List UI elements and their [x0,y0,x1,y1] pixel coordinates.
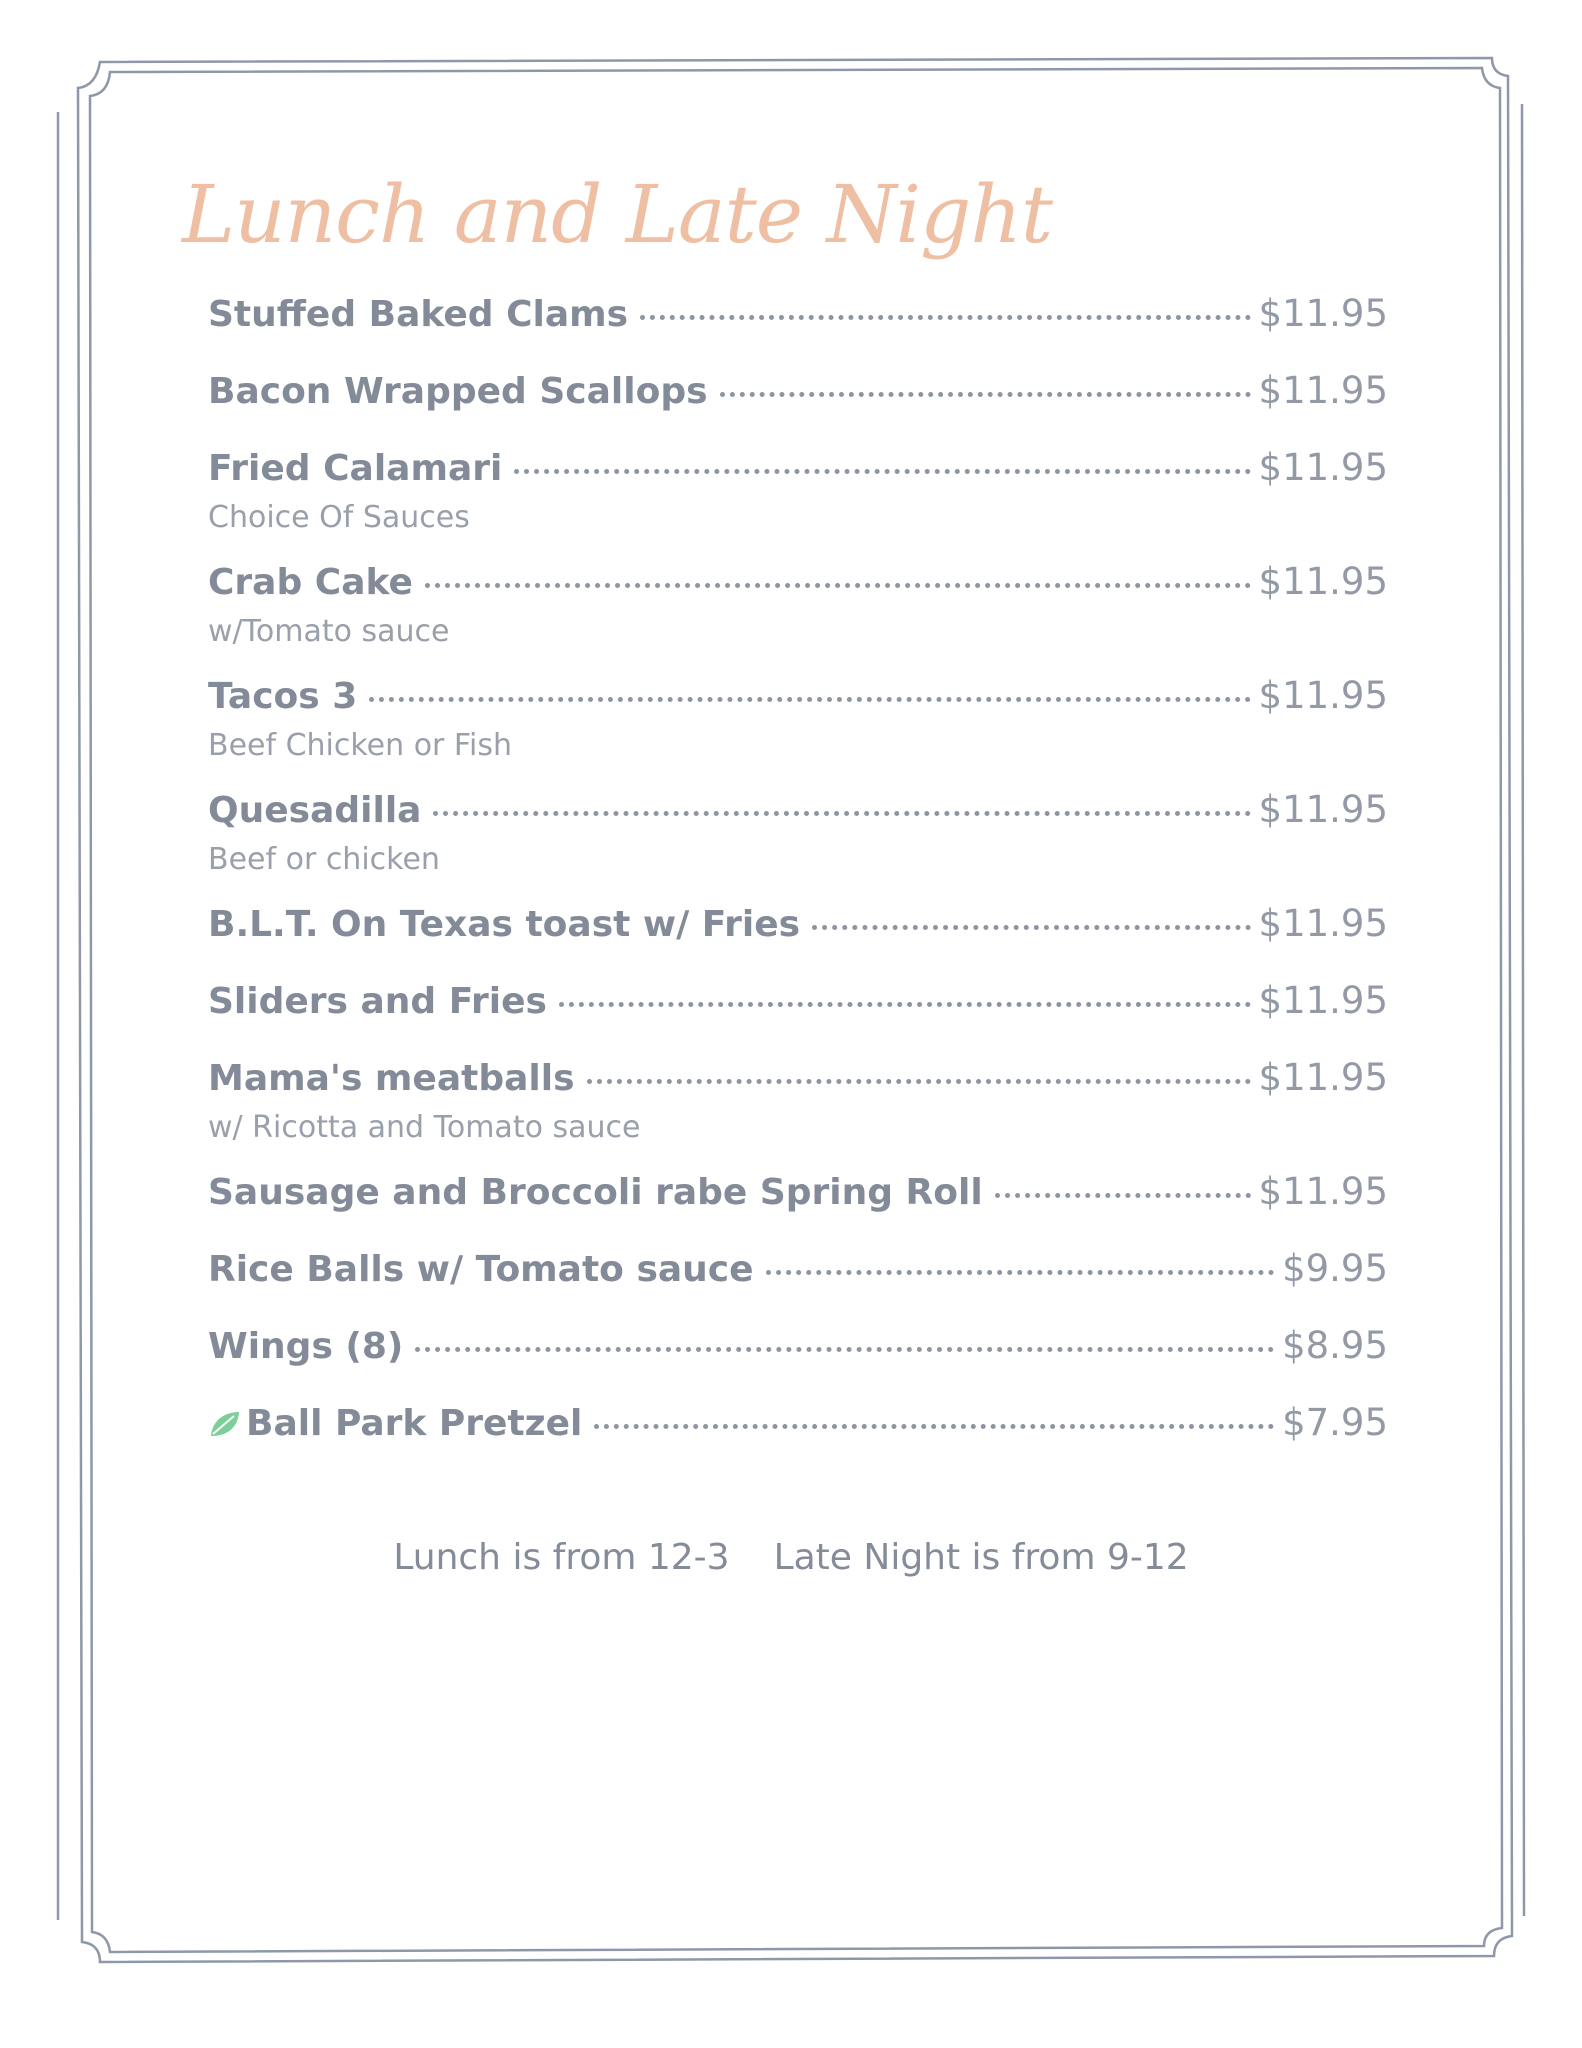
menu-item-row [208,446,1388,498]
menu-item [208,979,1388,1031]
menu-item-price: $7.95 [1282,1401,1388,1444]
menu-item [208,1324,1388,1376]
dot-leader [514,469,1250,474]
menu-item [208,1401,1388,1453]
menu-item-row [208,1324,1388,1376]
menu-item-price: $11.95 [1258,788,1388,831]
menu-item-name [208,790,421,831]
menu-item [208,902,1388,954]
menu-item-price: $9.95 [1282,1247,1388,1290]
menu-item-row [208,1056,1388,1108]
menu-item-row [208,979,1388,1031]
menu-item-row [208,902,1388,954]
menu-item-row [208,369,1388,421]
menu-item-name [208,1249,754,1290]
menu-item-row [208,788,1388,840]
menu-item-price: $11.95 [1258,560,1388,603]
menu-item [208,1170,1388,1222]
menu-item-row [208,1247,1388,1299]
menu-item-name-text: Bacon Wrapped Scallops [208,371,708,412]
menu-item [208,446,1388,546]
menu-item-description: Choice Of Sauces [208,500,470,535]
menu-item-name [208,676,357,717]
menu-item-row [208,674,1388,726]
dot-leader [812,925,1251,930]
menu-item-price: $11.95 [1258,979,1388,1022]
dot-leader [995,1193,1251,1198]
menu-item [208,292,1388,344]
menu-item-name-text: Stuffed Baked Clams [208,294,629,335]
menu-item-name-text: Tacos 3 [208,676,358,717]
menu-item-name-text: Rice Balls w/ Tomato sauce [208,1249,754,1290]
menu-item-name-text: Crab Cake [208,562,413,603]
menu-item-list [208,292,1388,1478]
dot-leader [415,1347,1274,1352]
menu-item-name [208,371,708,412]
menu-item-name [208,448,502,489]
dot-leader [640,315,1250,320]
dot-leader [720,392,1251,397]
menu-item-price: $11.95 [1258,1056,1388,1099]
menu-item-name [208,562,413,603]
menu-item-price: $8.95 [1282,1324,1388,1367]
menu-item-row [208,1401,1388,1453]
menu-item-row [208,1170,1388,1222]
menu-item [208,369,1388,421]
menu-item-name [208,1058,575,1099]
menu-item-price: $11.95 [1258,902,1388,945]
serving-hours [0,1537,1582,1578]
menu-item-name [208,1403,582,1444]
dot-leader [766,1270,1275,1275]
menu-item-description: w/ Ricotta and Tomato sauce [208,1110,641,1145]
menu-item-description: Beef Chicken or Fish [208,728,512,763]
menu-item [208,1056,1388,1156]
menu-item-price: $11.95 [1258,446,1388,489]
menu-item [208,788,1388,888]
menu-item-name [208,1172,983,1213]
menu-item-price: $11.95 [1258,369,1388,412]
dot-leader [559,1002,1251,1007]
menu-item-row [208,560,1388,612]
dot-leader [587,1079,1251,1084]
menu-item-price: $11.95 [1258,292,1388,335]
menu-item-price: $11.95 [1258,1170,1388,1213]
menu-item [208,560,1388,660]
menu-item-price: $11.95 [1258,674,1388,717]
menu-item-name [208,981,547,1022]
menu-item-name-text: Sliders and Fries [208,981,547,1022]
menu-item-name-text: Sausage and Broccoli rabe Spring Roll [208,1172,983,1213]
menu-item-name-text: B.L.T. On Texas toast w/ Fries [208,904,801,945]
menu-item-description: Beef or chicken [208,842,440,877]
menu-item-name-text: Fried Calamari [208,448,503,489]
menu-item-name [208,294,628,335]
menu-item-name-text: Mama's meatballs [208,1058,575,1099]
dot-leader [594,1424,1274,1429]
dot-leader [425,583,1251,588]
menu-item [208,674,1388,774]
menu-item-name-text: Ball Park Pretzel [246,1403,583,1444]
lunch-hours: Lunch is from 12-3 [393,1537,730,1578]
leaf-icon [208,1409,242,1439]
menu-item-name [208,904,800,945]
menu-item-row [208,292,1388,344]
dot-leader [369,697,1250,702]
dot-leader [433,811,1250,816]
late-night-hours: Late Night is from 9-12 [773,1537,1189,1578]
menu-item-name [208,1326,403,1367]
menu-item-name-text: Wings (8) [208,1326,404,1367]
menu-item-name-text: Quesadilla [208,790,422,831]
menu-title: Lunch and Late Night [182,168,1052,261]
menu-item [208,1247,1388,1299]
menu-item-description: w/Tomato sauce [208,614,450,649]
